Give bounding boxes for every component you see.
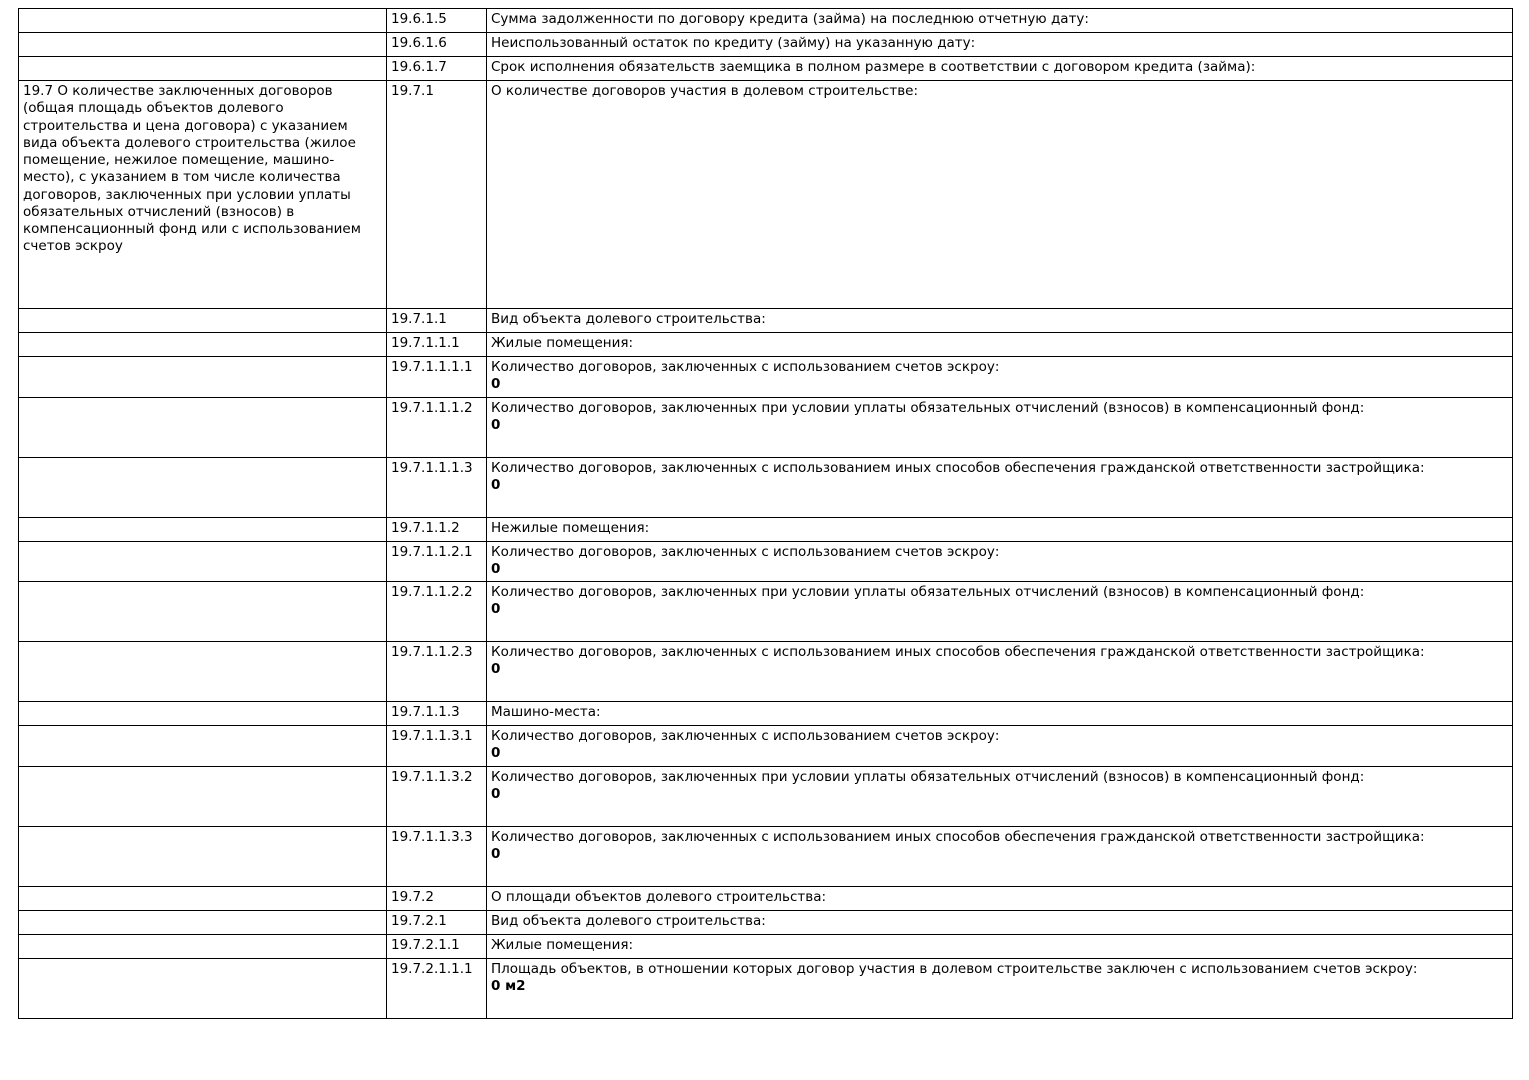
table-row	[19, 541, 1513, 582]
table-row	[19, 642, 1513, 702]
item-code-cell	[387, 33, 487, 57]
item-code-cell	[387, 81, 487, 309]
item-label: Жилые помещения:	[491, 936, 634, 953]
item-label: Машино-места:	[491, 704, 601, 721]
item-code-cell	[387, 57, 487, 81]
spacer-cell	[19, 397, 387, 457]
item-content-cell	[487, 910, 1513, 934]
item-value: 0	[491, 416, 501, 433]
item-label: Количество договоров, заключенных при условии уплаты обязательных отчислений (взносов) в компенсационный фонд:	[491, 584, 1365, 601]
item-content-cell	[487, 397, 1513, 457]
table-row	[19, 582, 1513, 642]
item-label: Нежилые помещения:	[491, 519, 650, 536]
item-code: 19.7.1.1.3	[391, 704, 460, 721]
spacer-cell	[19, 333, 387, 357]
item-code: 19.7.1.1.2.1	[391, 543, 473, 560]
item-code-cell	[387, 826, 487, 886]
item-code: 19.6.1.7	[391, 59, 447, 75]
item-code-cell	[387, 309, 487, 333]
item-code: 19.7.1.1.3.3	[391, 828, 473, 845]
table-row	[19, 517, 1513, 541]
table-row	[19, 910, 1513, 934]
item-code: 19.6.1.5	[391, 11, 447, 27]
item-code: 19.7.1.1.2.3	[391, 644, 473, 661]
spacer-cell	[19, 541, 387, 582]
table-row	[19, 958, 1513, 1018]
item-code: 19.7.1.1.3.2	[391, 768, 473, 785]
item-code: 19.7.1.1.2	[391, 519, 460, 536]
item-code: 19.7.2.1	[391, 912, 447, 929]
item-code: 19.7.1.1.1.3	[391, 459, 473, 476]
item-label: Количество договоров, заключенных с использованием иных способов обеспечения гражданской ответственности застройщика:	[491, 459, 1425, 476]
item-content-cell	[487, 517, 1513, 541]
item-content-cell	[487, 958, 1513, 1018]
item-content-cell	[487, 541, 1513, 582]
item-code: 19.7.1.1.3.1	[391, 728, 473, 745]
item-value: 0	[491, 785, 501, 802]
spacer-cell	[19, 457, 387, 517]
table-row	[19, 934, 1513, 958]
table-row	[19, 57, 1513, 81]
item-value: 0	[491, 560, 501, 577]
item-code-cell	[387, 582, 487, 642]
item-label: Количество договоров, заключенных с использованием счетов эскроу:	[491, 359, 1000, 375]
item-code-cell	[387, 9, 487, 33]
item-code-cell	[387, 357, 487, 398]
item-code: 19.7.1	[391, 83, 434, 99]
table-row	[19, 397, 1513, 457]
table-row	[19, 702, 1513, 726]
spacer-cell	[19, 766, 387, 826]
table-row	[19, 826, 1513, 886]
item-code: 19.7.1.1.1	[391, 335, 460, 351]
item-code: 19.7.1.1.1.2	[391, 399, 473, 416]
item-content-cell	[487, 309, 1513, 333]
item-label: Сумма задолженности по договору кредита (займа) на последнюю отчетную дату:	[491, 11, 1089, 27]
item-code: 19.7.2.1.1.1	[391, 960, 473, 977]
table-row	[19, 766, 1513, 826]
section-title-text: 19.7 О количестве заключенных договоров (общая площадь объектов долевого строительства и цена договора) с указанием вида объекта долевого строительства (жилое помещение, нежилое помещение, машино-место), с указанием в том числе количества договоров, заключенных при условии уплаты обязательных отчислений (взносов) в компенсационный фонд или с использованием счетов эскроу	[23, 83, 361, 255]
table-row	[19, 726, 1513, 767]
spacer-cell	[19, 357, 387, 398]
spacer-cell	[19, 517, 387, 541]
item-code-cell	[387, 642, 487, 702]
spacer-cell	[19, 9, 387, 33]
spacer-cell	[19, 886, 387, 910]
table-body	[19, 9, 1513, 1019]
item-code-cell	[387, 457, 487, 517]
item-code-cell	[387, 702, 487, 726]
item-code-cell	[387, 397, 487, 457]
item-value: 0 м2	[491, 977, 526, 994]
item-code: 19.6.1.6	[391, 35, 447, 51]
spacer-cell	[19, 910, 387, 934]
item-code-cell	[387, 766, 487, 826]
item-code: 19.7.2	[391, 888, 434, 905]
item-content-cell	[487, 357, 1513, 398]
item-code-cell	[387, 517, 487, 541]
item-code-cell	[387, 886, 487, 910]
item-code-cell	[387, 934, 487, 958]
item-content-cell	[487, 934, 1513, 958]
item-code-cell	[387, 333, 487, 357]
item-label: О количестве договоров участия в долевом строительстве:	[491, 83, 919, 99]
table-row	[19, 457, 1513, 517]
item-label: Неиспользованный остаток по кредиту (займу) на указанную дату:	[491, 35, 976, 51]
item-label: Количество договоров, заключенных при условии уплаты обязательных отчислений (взносов) в компенсационный фонд:	[491, 768, 1365, 785]
item-code: 19.7.2.1.1	[391, 936, 460, 953]
item-content-cell	[487, 81, 1513, 309]
item-value: 0	[491, 745, 501, 762]
item-label: Количество договоров, заключенных с использованием иных способов обеспечения гражданской ответственности застройщика:	[491, 828, 1425, 845]
item-code-cell	[387, 910, 487, 934]
item-label: Количество договоров, заключенных при условии уплаты обязательных отчислений (взносов) в компенсационный фонд:	[491, 399, 1365, 416]
item-label: Жилые помещения:	[491, 335, 634, 351]
spacer-cell	[19, 57, 387, 81]
spacer-cell	[19, 934, 387, 958]
item-label: Срок исполнения обязательств заемщика в полном размере в соответствии с договором кредита (займа):	[491, 59, 1256, 75]
item-content-cell	[487, 33, 1513, 57]
spacer-cell	[19, 309, 387, 333]
item-content-cell	[487, 582, 1513, 642]
item-label: Вид объекта долевого строительства:	[491, 311, 766, 327]
item-label: Количество договоров, заключенных с использованием счетов эскроу:	[491, 728, 1000, 745]
item-content-cell	[487, 9, 1513, 33]
spacer-cell	[19, 702, 387, 726]
item-content-cell	[487, 457, 1513, 517]
item-value: 0	[491, 845, 501, 862]
table-row	[19, 81, 1513, 309]
item-content-cell	[487, 726, 1513, 767]
item-label: Площадь объектов, в отношении которых договор участия в долевом строительстве заключен с использованием счетов эскроу:	[491, 960, 1418, 977]
item-code: 19.7.1.1.2.2	[391, 584, 473, 601]
spacer-cell	[19, 826, 387, 886]
table-row	[19, 357, 1513, 398]
item-code-cell	[387, 958, 487, 1018]
item-code: 19.7.1.1.1.1	[391, 359, 473, 375]
spacer-cell	[19, 33, 387, 57]
item-content-cell	[487, 766, 1513, 826]
table-row	[19, 309, 1513, 333]
table-row	[19, 333, 1513, 357]
item-content-cell	[487, 886, 1513, 910]
spacer-cell	[19, 582, 387, 642]
item-value: 0	[491, 601, 501, 618]
spacer-cell	[19, 726, 387, 767]
spacer-cell	[19, 958, 387, 1018]
table-row	[19, 33, 1513, 57]
item-content-cell	[487, 642, 1513, 702]
section-title-cell	[19, 81, 387, 309]
item-value: 0	[491, 476, 501, 493]
declaration-table	[18, 8, 1513, 1019]
item-label: Количество договоров, заключенных с использованием иных способов обеспечения гражданской ответственности застройщика:	[491, 644, 1425, 661]
item-label: О площади объектов долевого строительства:	[491, 888, 827, 905]
item-content-cell	[487, 826, 1513, 886]
item-code-cell	[387, 726, 487, 767]
table-row	[19, 886, 1513, 910]
item-value: 0	[491, 661, 501, 678]
item-label: Вид объекта долевого строительства:	[491, 912, 766, 929]
item-content-cell	[487, 57, 1513, 81]
spacer-cell	[19, 642, 387, 702]
item-value: 0	[491, 376, 501, 393]
item-label: Количество договоров, заключенных с использованием счетов эскроу:	[491, 543, 1000, 560]
item-code-cell	[387, 541, 487, 582]
table-row	[19, 9, 1513, 33]
item-content-cell	[487, 333, 1513, 357]
item-content-cell	[487, 702, 1513, 726]
item-code: 19.7.1.1	[391, 311, 447, 327]
